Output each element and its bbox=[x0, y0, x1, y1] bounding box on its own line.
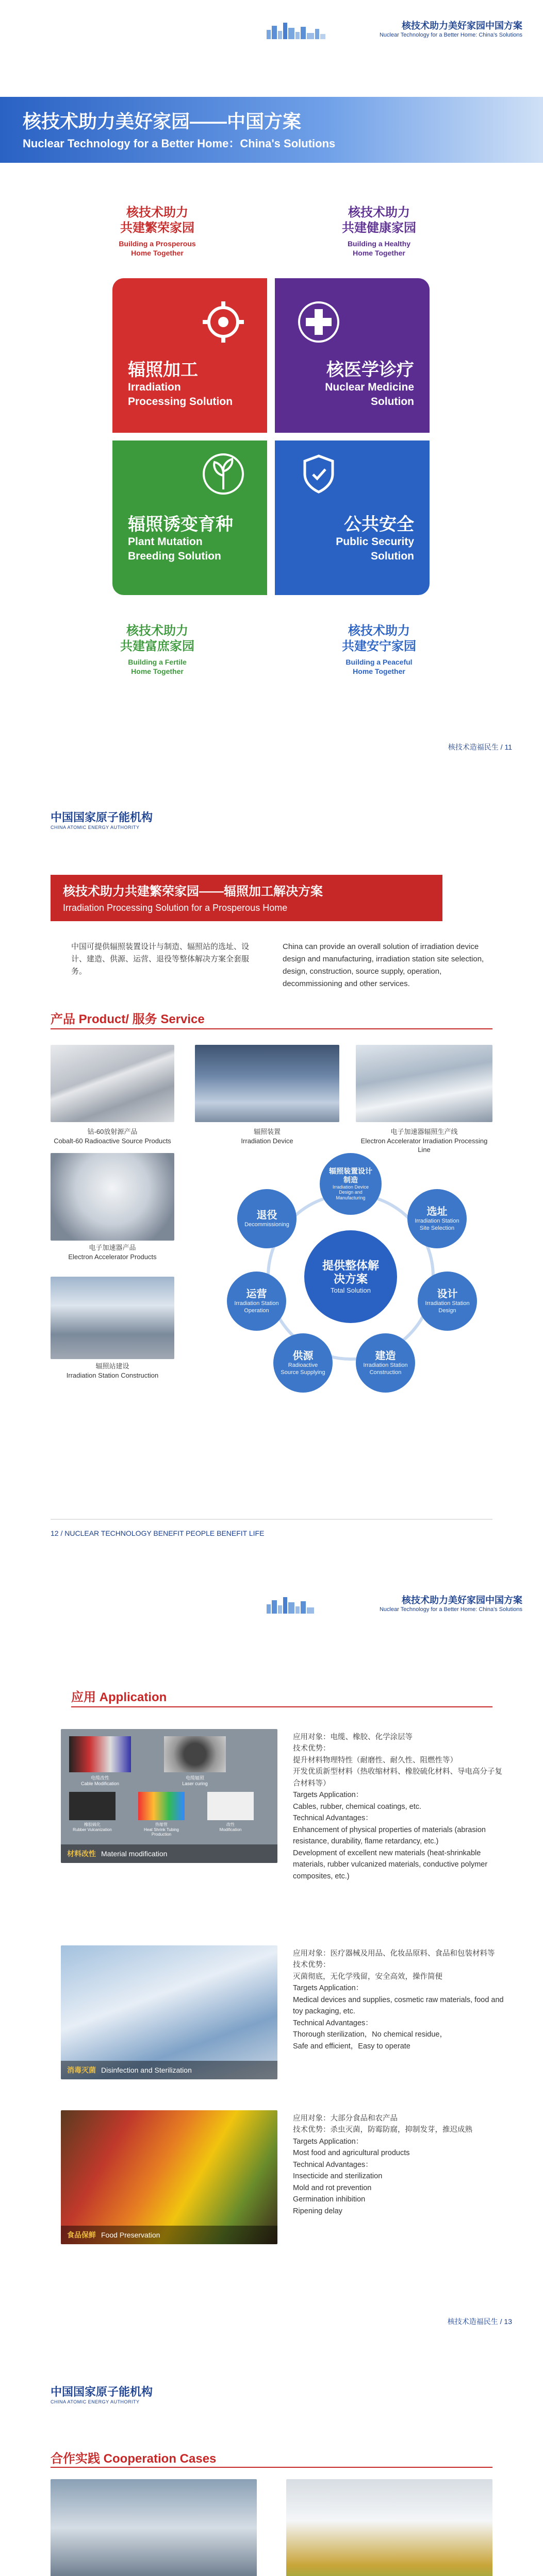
product-caption bbox=[356, 1127, 492, 1155]
puzzle-en-1: Irradiation bbox=[128, 381, 181, 393]
caption-en-1: Building a Prosperous bbox=[119, 240, 196, 248]
org-name-en: CHINA ATOMIC ENERGY AUTHORITY bbox=[51, 2399, 140, 2404]
label-zh: 消毒灭菌 bbox=[67, 2066, 96, 2074]
org-logo bbox=[51, 2383, 153, 2404]
solution-title-band bbox=[51, 875, 442, 921]
cooperation-title: 合作实践 Cooperation Cases bbox=[51, 2452, 217, 2466]
accelerator-photo bbox=[51, 1153, 174, 1241]
sample-caption-en: Modification bbox=[219, 1827, 242, 1832]
puzzle-en-1: Nuclear Medicine bbox=[325, 381, 414, 393]
gear-icon bbox=[200, 299, 246, 345]
puzzle-zh: 核医学诊疗 bbox=[326, 360, 414, 380]
caption-zh-2: 共建安宁家园 bbox=[342, 639, 416, 653]
city-skyline-icon bbox=[265, 1595, 326, 1614]
cycle-node-design bbox=[418, 1272, 477, 1331]
page-13 bbox=[0, 1574, 543, 2362]
node-en: Decommissioning bbox=[244, 1221, 289, 1228]
header-title-en: Nuclear Technology for a Better Home: China's Solutions bbox=[379, 1606, 522, 1613]
puzzle-en-1: Plant Mutation bbox=[128, 536, 203, 548]
sample-caption-zh: 热缩管 bbox=[155, 1822, 168, 1827]
food-preservation-photo bbox=[61, 2110, 277, 2244]
cycle-node-design-manufacture bbox=[320, 1153, 382, 1215]
node-en: Irradiation Device Design and Manufacturing bbox=[332, 1184, 369, 1201]
footer-divider bbox=[51, 1519, 492, 1520]
caption-zh-1: 核技术助力 bbox=[126, 206, 188, 219]
node-zh: 运营 bbox=[246, 1289, 267, 1300]
products-title: 产品 Product/ 服务 Service bbox=[51, 1012, 205, 1026]
top-right-caption bbox=[325, 205, 433, 258]
caption-en-1: Building a Healthy bbox=[347, 240, 411, 248]
text-line: 提升材料物理特性（耐磨性、耐久性、阻燃性等） bbox=[293, 1756, 457, 1765]
page-11 bbox=[0, 0, 543, 787]
material-modification-photo bbox=[61, 1729, 277, 1863]
node-en: Irradiation Station Operation bbox=[234, 1300, 279, 1314]
station-photo bbox=[51, 1277, 174, 1359]
bottom-right-caption bbox=[325, 623, 433, 676]
text-line: Targets Application： bbox=[293, 1984, 364, 1993]
page-number: 核技术造福民生 / 13 bbox=[447, 2317, 512, 2326]
intro-zh: 中国可提供辐照装置设计与制造、辐照站的选址、设计、建造、供源、运营、退役等整体解决方案全套服务。 bbox=[71, 942, 250, 976]
puzzle-zh: 辐照加工 bbox=[128, 360, 198, 380]
text-line: Thorough sterilization，No chemical residue， bbox=[293, 2030, 447, 2039]
node-en: Radioactive Source Supplying bbox=[281, 1362, 325, 1376]
accelerator-line-photo bbox=[356, 1045, 492, 1122]
caption-zh-2: 共建繁荣家园 bbox=[120, 221, 194, 235]
text-line: Technical Advantages： bbox=[293, 2160, 373, 2169]
node-zh: 供源 bbox=[292, 1350, 314, 1362]
divider bbox=[51, 1028, 492, 1029]
text-line: Technical Advantages： bbox=[293, 1814, 373, 1823]
text-line: Germination inhibition bbox=[293, 2195, 366, 2204]
photo-label bbox=[61, 2226, 277, 2244]
label-en: Material modification bbox=[101, 1850, 168, 1858]
label-zh: 材料改性 bbox=[67, 1850, 96, 1858]
puzzle-piece-medicine bbox=[275, 278, 430, 433]
text-line: 技术优势： bbox=[293, 1961, 331, 1970]
text-line: 开发优质新型材料（热收缩材料、橡胶硫化材料、导电高分子复合材料等） bbox=[293, 1768, 502, 1788]
cobalt-source-photo bbox=[51, 1045, 174, 1122]
caption-en-2: Home Together bbox=[131, 249, 184, 258]
sample-caption-en: Laser curing bbox=[182, 1781, 208, 1786]
bottom-left-caption bbox=[103, 623, 211, 676]
caption-en: Irradiation Device bbox=[241, 1137, 293, 1145]
title-band bbox=[0, 97, 543, 163]
text-line: 应用对象：大部分食品和农产品 bbox=[293, 2114, 398, 2123]
sample-caption-zh: 电缆辐照 bbox=[185, 1775, 204, 1781]
band-title-en: Irradiation Processing Solution for a Prosperous Home bbox=[63, 903, 288, 913]
cycle-center-zh: 提供整体解决方案 bbox=[322, 1259, 380, 1286]
cycle-node-construction bbox=[356, 1333, 415, 1393]
page-header bbox=[380, 19, 522, 38]
text-line: 应用对象：电缆、橡胶、化学涂层等 bbox=[293, 1733, 413, 1741]
node-zh: 设计 bbox=[437, 1289, 458, 1300]
caption-zh-1: 核技术助力 bbox=[348, 624, 410, 638]
org-logo bbox=[51, 809, 153, 830]
caption-zh: 电子加速器辐照生产线 bbox=[390, 1128, 458, 1136]
caption-zh-2: 共建健康家园 bbox=[342, 221, 416, 235]
label-zh: 食品保鲜 bbox=[67, 2231, 96, 2239]
node-zh: 辐照装置设计制造 bbox=[329, 1167, 372, 1184]
text-line: Development of excellent new materials (heat-shrinkable materials, rubber vulcanized materials, conductive polymer composites, etc.) bbox=[293, 1849, 488, 1880]
sterilization-photo bbox=[61, 1945, 277, 2079]
case-photo-indonesia bbox=[286, 2479, 492, 2576]
text-line: Medical devices and supplies, cosmetic raw materials, food and toy packaging, etc. bbox=[293, 1995, 504, 2016]
material-modification-text bbox=[293, 1732, 504, 1882]
text-line: Safe and efficient，Easy to operate bbox=[293, 2042, 410, 2050]
text-line: Mold and rot prevention bbox=[293, 2183, 372, 2192]
puzzle-en-2: Processing Solution bbox=[128, 396, 233, 408]
node-en: Irradiation Station Site Selection bbox=[415, 1218, 459, 1231]
shield-icon bbox=[295, 451, 342, 497]
caption-en-2: Home Together bbox=[131, 667, 184, 676]
text-line: Insecticide and sterilization bbox=[293, 2172, 383, 2181]
photo-label bbox=[61, 1844, 277, 1863]
header-title-zh: 核技术助力美好家园中国方案 bbox=[402, 21, 522, 31]
header-title-en: Nuclear Technology for a Better Home: China's Solutions bbox=[379, 32, 522, 38]
caption-zh: 辐照装置 bbox=[253, 1128, 281, 1136]
caption-zh: 辐照站建设 bbox=[95, 1362, 129, 1370]
org-name-zh: 中国国家原子能机构 bbox=[51, 2385, 153, 2398]
food-preservation-text bbox=[293, 2113, 504, 2217]
text-line: Ripening delay bbox=[293, 2207, 342, 2215]
caption-en-2: Home Together bbox=[353, 667, 405, 676]
text-line: Targets Application： bbox=[293, 2137, 364, 2146]
cycle-node-site-selection bbox=[407, 1189, 467, 1248]
cycle-node-operation bbox=[227, 1272, 286, 1331]
node-zh: 建造 bbox=[375, 1350, 396, 1362]
product-caption bbox=[195, 1127, 339, 1145]
page-12 bbox=[0, 787, 543, 1574]
section-title-en: Nuclear Technology for a Better Home：China's Solutions bbox=[23, 137, 336, 150]
cable-sample-photo bbox=[69, 1736, 131, 1772]
sample-caption-en: Heat Shrink Tubing Production bbox=[143, 1827, 179, 1837]
caption-en: Irradiation Station Construction bbox=[66, 1371, 159, 1379]
text-line: Targets Application： bbox=[293, 1791, 364, 1800]
caption-en: Electron Accelerator Products bbox=[68, 1252, 157, 1261]
modified-sample-photo bbox=[207, 1792, 254, 1820]
cycle-center-en: Total Solution bbox=[330, 1286, 371, 1294]
top-left-caption bbox=[103, 205, 211, 258]
divider bbox=[71, 1706, 492, 1707]
sterilization-text bbox=[293, 1948, 504, 2052]
text-line: Most food and agricultural products bbox=[293, 2149, 410, 2158]
application-title: 应用 Application bbox=[71, 1690, 167, 1704]
caption-en-1: Building a Fertile bbox=[128, 658, 187, 666]
cycle-center bbox=[304, 1230, 397, 1323]
caption-zh: 电子加速器产品 bbox=[89, 1244, 136, 1251]
node-zh: 退役 bbox=[256, 1209, 277, 1221]
irradiation-device-photo bbox=[195, 1045, 339, 1122]
puzzle-zh: 辐照诱变育种 bbox=[128, 515, 233, 534]
page-header bbox=[380, 1593, 522, 1613]
text-line: 应用对象：医疗器械及用品、化妆品原料、食品和包装材料等 bbox=[293, 1950, 495, 1958]
coil-sample-photo bbox=[164, 1736, 226, 1772]
node-en: Irradiation Station Design bbox=[425, 1300, 470, 1314]
puzzle-piece-irradiation bbox=[112, 278, 267, 433]
text-line: Cables, rubber, chemical coatings, etc. bbox=[293, 1802, 422, 1811]
caption-en-1: Building a Peaceful bbox=[345, 658, 413, 666]
page-footer: 12 / NUCLEAR TECHNOLOGY BENEFIT PEOPLE BENEFIT LIFE bbox=[51, 1529, 265, 1537]
puzzle-zh: 公共安全 bbox=[344, 515, 414, 534]
caption-zh: 钴-60放射源产品 bbox=[87, 1128, 138, 1136]
band-title-zh: 核技术助力共建繁荣家园——辐照加工解决方案 bbox=[63, 885, 323, 899]
caption-zh-2: 共建富庶家园 bbox=[120, 639, 194, 653]
sample-caption-zh: 改性 bbox=[226, 1822, 235, 1827]
sample-caption-en: Cable Modification bbox=[80, 1781, 120, 1786]
caption-zh-1: 核技术助力 bbox=[126, 624, 188, 638]
medical-icon bbox=[295, 299, 342, 345]
product-caption bbox=[51, 1243, 174, 1261]
caption-en: Electron Accelerator Irradiation Processing Line bbox=[360, 1137, 488, 1154]
node-zh: 选址 bbox=[426, 1206, 448, 1218]
rubber-sample-photo bbox=[69, 1792, 116, 1820]
header-title-zh: 核技术助力美好家园中国方案 bbox=[402, 1595, 522, 1605]
caption-en-2: Home Together bbox=[353, 249, 405, 258]
org-name-en: CHINA ATOMIC ENERGY AUTHORITY bbox=[51, 825, 140, 830]
case-photo-malaysia-gamma bbox=[51, 2479, 257, 2576]
city-skyline-icon bbox=[265, 21, 326, 39]
puzzle-piece-security bbox=[275, 440, 430, 595]
org-name-zh: 中国国家原子能机构 bbox=[51, 811, 153, 824]
plant-icon bbox=[200, 451, 246, 497]
text-line: 灭菌彻底，无化学残留，安全高效，操作简便 bbox=[293, 1972, 442, 1981]
caption-zh-1: 核技术助力 bbox=[348, 206, 410, 219]
text-line: 技术优势：杀虫灭菌，防霉防腐，抑制发芽，推迟成熟 bbox=[293, 2126, 472, 2134]
product-caption bbox=[51, 1127, 174, 1145]
caption-en: Cobalt-60 Radioactive Source Products bbox=[54, 1137, 171, 1145]
text-line: 技术优势： bbox=[293, 1744, 331, 1753]
page-14 bbox=[0, 2362, 543, 2576]
node-en: Irradiation Station Construction bbox=[363, 1362, 408, 1376]
page-number: 核技术造福民生 / 11 bbox=[448, 743, 512, 751]
heat-shrink-photo bbox=[138, 1792, 185, 1820]
intro-en: China can provide an overall solution of irradiation device design and manufacturing, irradiation station site selection, design, construction, source supply, operation, decommissioning and other services. bbox=[283, 942, 484, 988]
cycle-node-decommissioning bbox=[237, 1189, 297, 1248]
text-line: Technical Advantages： bbox=[293, 2019, 373, 2027]
puzzle-en-2: Solution bbox=[371, 550, 414, 562]
sample-caption-en: Rubber Vulcanization bbox=[73, 1827, 112, 1832]
cycle-node-source-supply bbox=[273, 1333, 333, 1393]
solutions-puzzle bbox=[112, 278, 430, 595]
puzzle-piece-breeding bbox=[112, 440, 267, 595]
product-caption bbox=[51, 1362, 174, 1380]
section-title-zh: 核技术助力美好家园——中国方案 bbox=[23, 111, 302, 132]
divider bbox=[51, 2467, 492, 2468]
label-en: Disinfection and Sterilization bbox=[101, 2066, 192, 2074]
puzzle-en-1: Public Security bbox=[336, 536, 414, 548]
label-en: Food Preservation bbox=[101, 2231, 160, 2239]
sample-caption-zh: 橡胶硫化 bbox=[84, 1822, 101, 1827]
photo-label bbox=[61, 2061, 277, 2079]
puzzle-en-2: Breeding Solution bbox=[128, 550, 221, 562]
text-line: Enhancement of physical properties of materials (abrasion resistance, durability, flame retardancy, etc.) bbox=[293, 1825, 486, 1846]
sample-caption-zh: 电缆改性 bbox=[90, 1775, 109, 1781]
puzzle-en-2: Solution bbox=[371, 396, 414, 408]
